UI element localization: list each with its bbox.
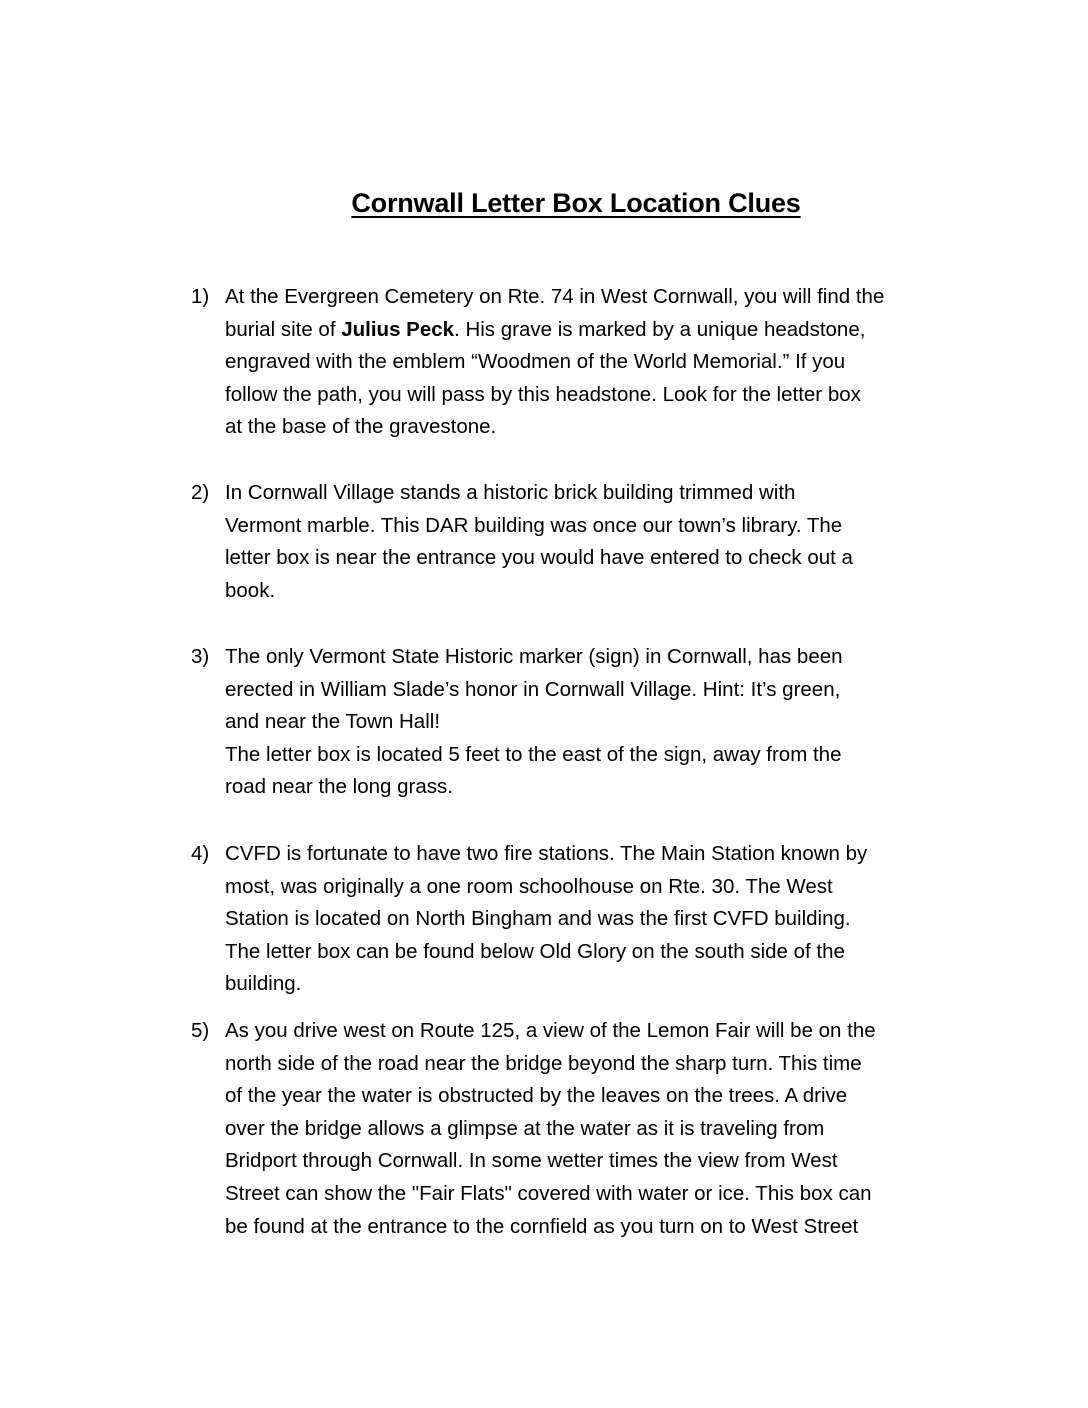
clue-line-segment: . His grave is marked by a unique headstone, bbox=[454, 317, 866, 341]
clue-line: letter box is near the entrance you would have entered to check out a bbox=[225, 546, 853, 570]
clue-line: In Cornwall Village stands a historic brick building trimmed with bbox=[225, 481, 796, 504]
clue-text bbox=[225, 477, 971, 607]
clue-text bbox=[225, 1015, 971, 1243]
clue-text bbox=[225, 281, 971, 444]
clue-number: 4) bbox=[191, 842, 210, 865]
clue-line: As you drive west on Route 125, a view of the Lemon Fair will be on the bbox=[225, 1019, 876, 1042]
document-title: Cornwall Letter Box Location Clues bbox=[351, 188, 801, 218]
clue-line: erected in William Slade’s honor in Cornwall Village. Hint: It’s green, bbox=[225, 677, 841, 701]
clue-item bbox=[191, 838, 971, 1001]
clue-line: engraved with the emblem “Woodmen of the World Memorial.” If you bbox=[225, 350, 846, 374]
clue-line bbox=[225, 314, 971, 347]
clue-line: Vermont marble. This DAR building was once our town’s library. The bbox=[225, 513, 843, 537]
clue-line: and near the Town Hall! bbox=[225, 710, 441, 734]
clue-line: be found at the entrance to the cornfield as you turn on to West Street bbox=[225, 1214, 859, 1238]
clue-line: at the base of the gravestone. bbox=[225, 415, 497, 439]
clue-line: building. bbox=[225, 972, 302, 996]
clue-item bbox=[191, 477, 971, 607]
clue-item bbox=[191, 281, 971, 444]
clue-line: road near the long grass. bbox=[225, 775, 453, 799]
clue-item bbox=[191, 641, 971, 804]
clue-line: follow the path, you will pass by this headstone. Look for the letter box bbox=[225, 382, 861, 406]
clue-line: book. bbox=[225, 578, 276, 602]
clue-line: The letter box is located 5 feet to the east of the sign, away from the bbox=[225, 742, 842, 766]
burial-name: Julius Peck bbox=[341, 317, 455, 341]
clue-line: over the bridge allows a glimpse at the water as it is traveling from bbox=[225, 1116, 825, 1140]
clue-number: 1) bbox=[191, 285, 210, 308]
clue-line: Station is located on North Bingham and was the first CVFD building. bbox=[225, 907, 851, 931]
clue-line: The letter box can be found below Old Glory on the south side of the bbox=[225, 939, 845, 963]
clue-line: north side of the road near the bridge beyond the sharp turn. This time bbox=[225, 1051, 862, 1075]
clue-line-segment: burial site of bbox=[225, 317, 342, 341]
clue-item bbox=[191, 1015, 971, 1243]
clue-line: CVFD is fortunate to have two fire stations. The Main Station known by bbox=[225, 842, 868, 865]
clue-text bbox=[225, 838, 971, 1001]
clue-line: The only Vermont State Historic marker (sign) in Cornwall, has been bbox=[225, 645, 843, 668]
clue-text bbox=[225, 641, 971, 804]
clue-number: 2) bbox=[191, 481, 210, 504]
clue-line: Bridport through Cornwall. In some wetter times the view from West bbox=[225, 1149, 838, 1173]
clue-number: 3) bbox=[191, 645, 210, 668]
clue-line: At the Evergreen Cemetery on Rte. 74 in West Cornwall, you will find the bbox=[225, 285, 885, 308]
clue-line: Street can show the "Fair Flats" covered with water or ice. This box can bbox=[225, 1181, 872, 1205]
clue-number: 5) bbox=[191, 1019, 210, 1042]
clue-line: most, was originally a one room schoolhouse on Rte. 30. The West bbox=[225, 874, 833, 898]
clue-line: of the year the water is obstructed by the leaves on the trees. A drive bbox=[225, 1084, 848, 1108]
